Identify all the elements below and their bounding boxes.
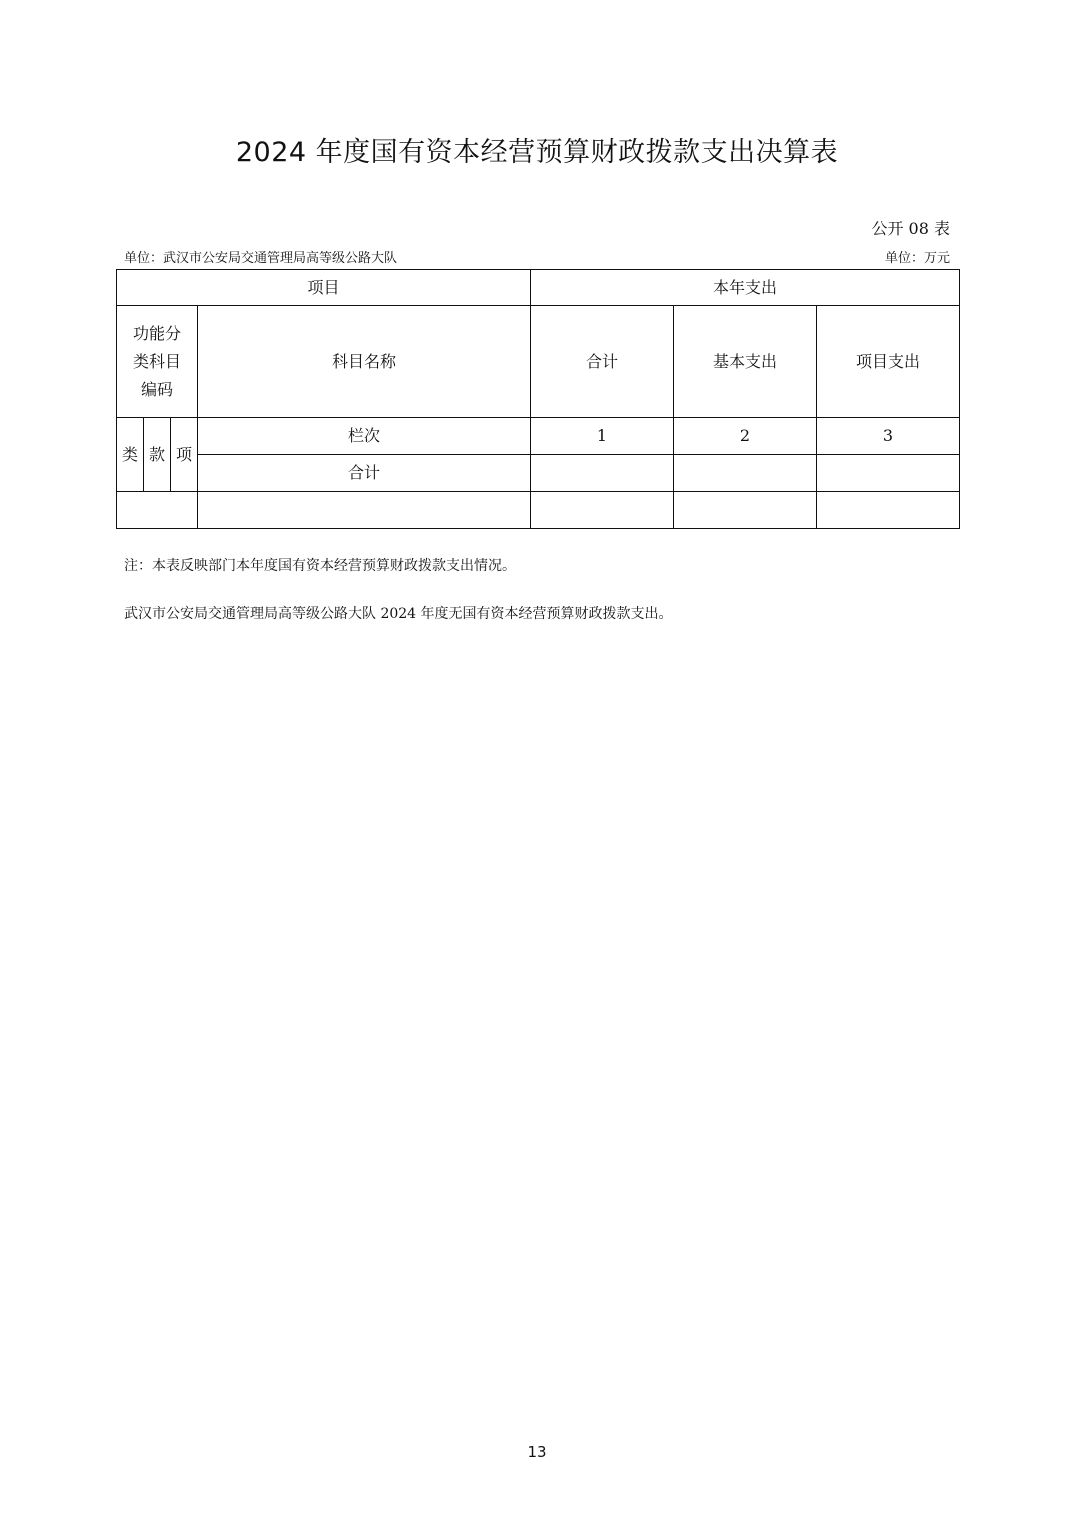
- total-row: [117, 455, 960, 492]
- header-current-year: 本年支出: [531, 270, 960, 306]
- currency-unit: 单位：万元: [884, 251, 950, 266]
- table-subheader-row: [117, 306, 960, 418]
- page-title: 2024 年度国有资本经营预算财政拨款支出决算表: [235, 137, 839, 168]
- blank-row: [117, 492, 960, 529]
- blank-cell: [117, 492, 198, 529]
- expenditure-table: [116, 269, 960, 529]
- header-item: 项目: [117, 270, 531, 306]
- reporting-unit: 单位：武汉市公安局交通管理局高等级公路大队: [124, 251, 398, 266]
- form-code: 公开 08 表: [871, 219, 950, 238]
- func-code-header: [117, 306, 198, 418]
- column-number-2: 2: [674, 418, 817, 455]
- total-header: 合计: [531, 306, 674, 418]
- blank-cell: [531, 492, 674, 529]
- blank-cell: [674, 492, 817, 529]
- project-expenditure-header: 项目支出: [817, 306, 960, 418]
- page-number: 13: [527, 1443, 547, 1461]
- total-row-value: [674, 455, 817, 492]
- code-kuan: 款: [144, 418, 171, 492]
- func-code-line: 编码: [140, 379, 173, 399]
- basic-expenditure-header: 基本支出: [674, 306, 817, 418]
- no-expenditure-statement: 武汉市公安局交通管理局高等级公路大队 2024 年度无国有资本经营预算财政拨款支出。: [124, 606, 673, 622]
- table-header-row: [117, 270, 960, 306]
- blank-cell: [198, 492, 531, 529]
- column-number-3: 3: [817, 418, 960, 455]
- column-number-row: [117, 418, 960, 455]
- blank-cell: [817, 492, 960, 529]
- func-code-line: 类科目: [132, 351, 181, 371]
- total-row-value: [817, 455, 960, 492]
- column-number-1: 1: [531, 418, 674, 455]
- total-row-label: 合计: [198, 455, 531, 492]
- code-xiang: 项: [171, 418, 198, 492]
- code-lei: 类: [117, 418, 144, 492]
- table-note: 注：本表反映部门本年度国有资本经营预算财政拨款支出情况。: [124, 558, 516, 574]
- subject-name-header: 科目名称: [198, 306, 531, 418]
- func-code-line: 功能分: [132, 323, 181, 343]
- total-row-value: [531, 455, 674, 492]
- column-number-label: 栏次: [198, 418, 531, 455]
